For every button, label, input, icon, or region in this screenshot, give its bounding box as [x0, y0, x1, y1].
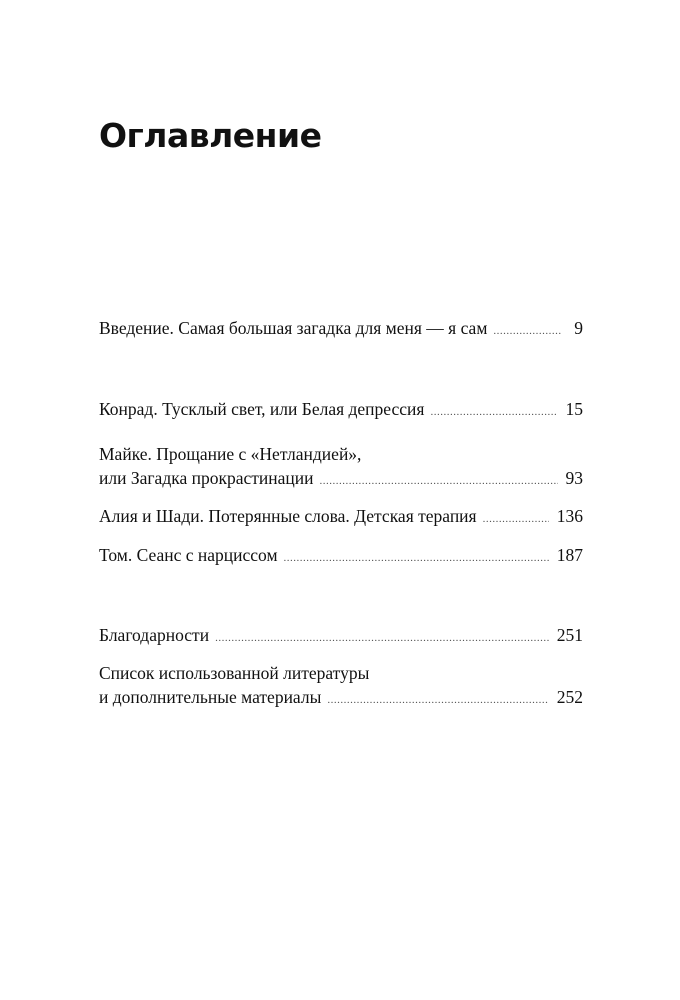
toc-entry-page: 251: [556, 625, 583, 645]
toc-entry-title: Благодарности: [99, 625, 210, 645]
toc-entry-title: Алия и Шади. Потерянные слова. Детская терапия: [99, 506, 477, 526]
toc-entry-title: Введение. Самая большая загадка для меня — я сам: [99, 318, 488, 338]
toc-entry-page: 187: [556, 545, 583, 565]
toc-entry-page: 9: [574, 318, 583, 338]
toc-entry-title-line-2: или Загадка прокрастинации: [99, 468, 314, 488]
toc-entry-acknowledgements[interactable]: [99, 623, 583, 647]
dot-leader: [327, 688, 548, 712]
dot-leader: [320, 469, 558, 493]
toc-entry-title: Конрад. Тусклый свет, или Белая депрессия: [99, 399, 425, 419]
dot-leader: [493, 319, 561, 343]
dot-leader: [430, 400, 557, 424]
toc-entry-title-line-1: Майке. Прощание с «Нетландией»,: [99, 444, 362, 464]
dot-leader: [284, 546, 549, 570]
toc-entry-konrad[interactable]: [99, 397, 583, 421]
toc-entry-title-line-1: Список использованной литературы: [99, 663, 370, 683]
toc-entry-page: 136: [556, 506, 583, 526]
dot-leader: [215, 626, 549, 650]
toc-entry-maike[interactable]: [99, 442, 583, 490]
toc-entry-tom[interactable]: [99, 543, 583, 567]
toc-entry-page: 15: [565, 399, 583, 419]
toc-entry-page: 93: [565, 468, 583, 488]
toc-entry-title: Том. Сеанс с нарциссом: [99, 545, 278, 565]
page-title: Оглавление: [99, 116, 322, 155]
toc-entry-bibliography[interactable]: [99, 661, 583, 709]
toc-entry-introduction[interactable]: [99, 316, 583, 340]
toc-entry-title-line-2: и дополнительные материалы: [99, 687, 322, 707]
toc-entry-aliya-shadi[interactable]: [99, 504, 583, 528]
dot-leader: [483, 507, 549, 531]
toc-entry-page: 252: [556, 687, 583, 707]
